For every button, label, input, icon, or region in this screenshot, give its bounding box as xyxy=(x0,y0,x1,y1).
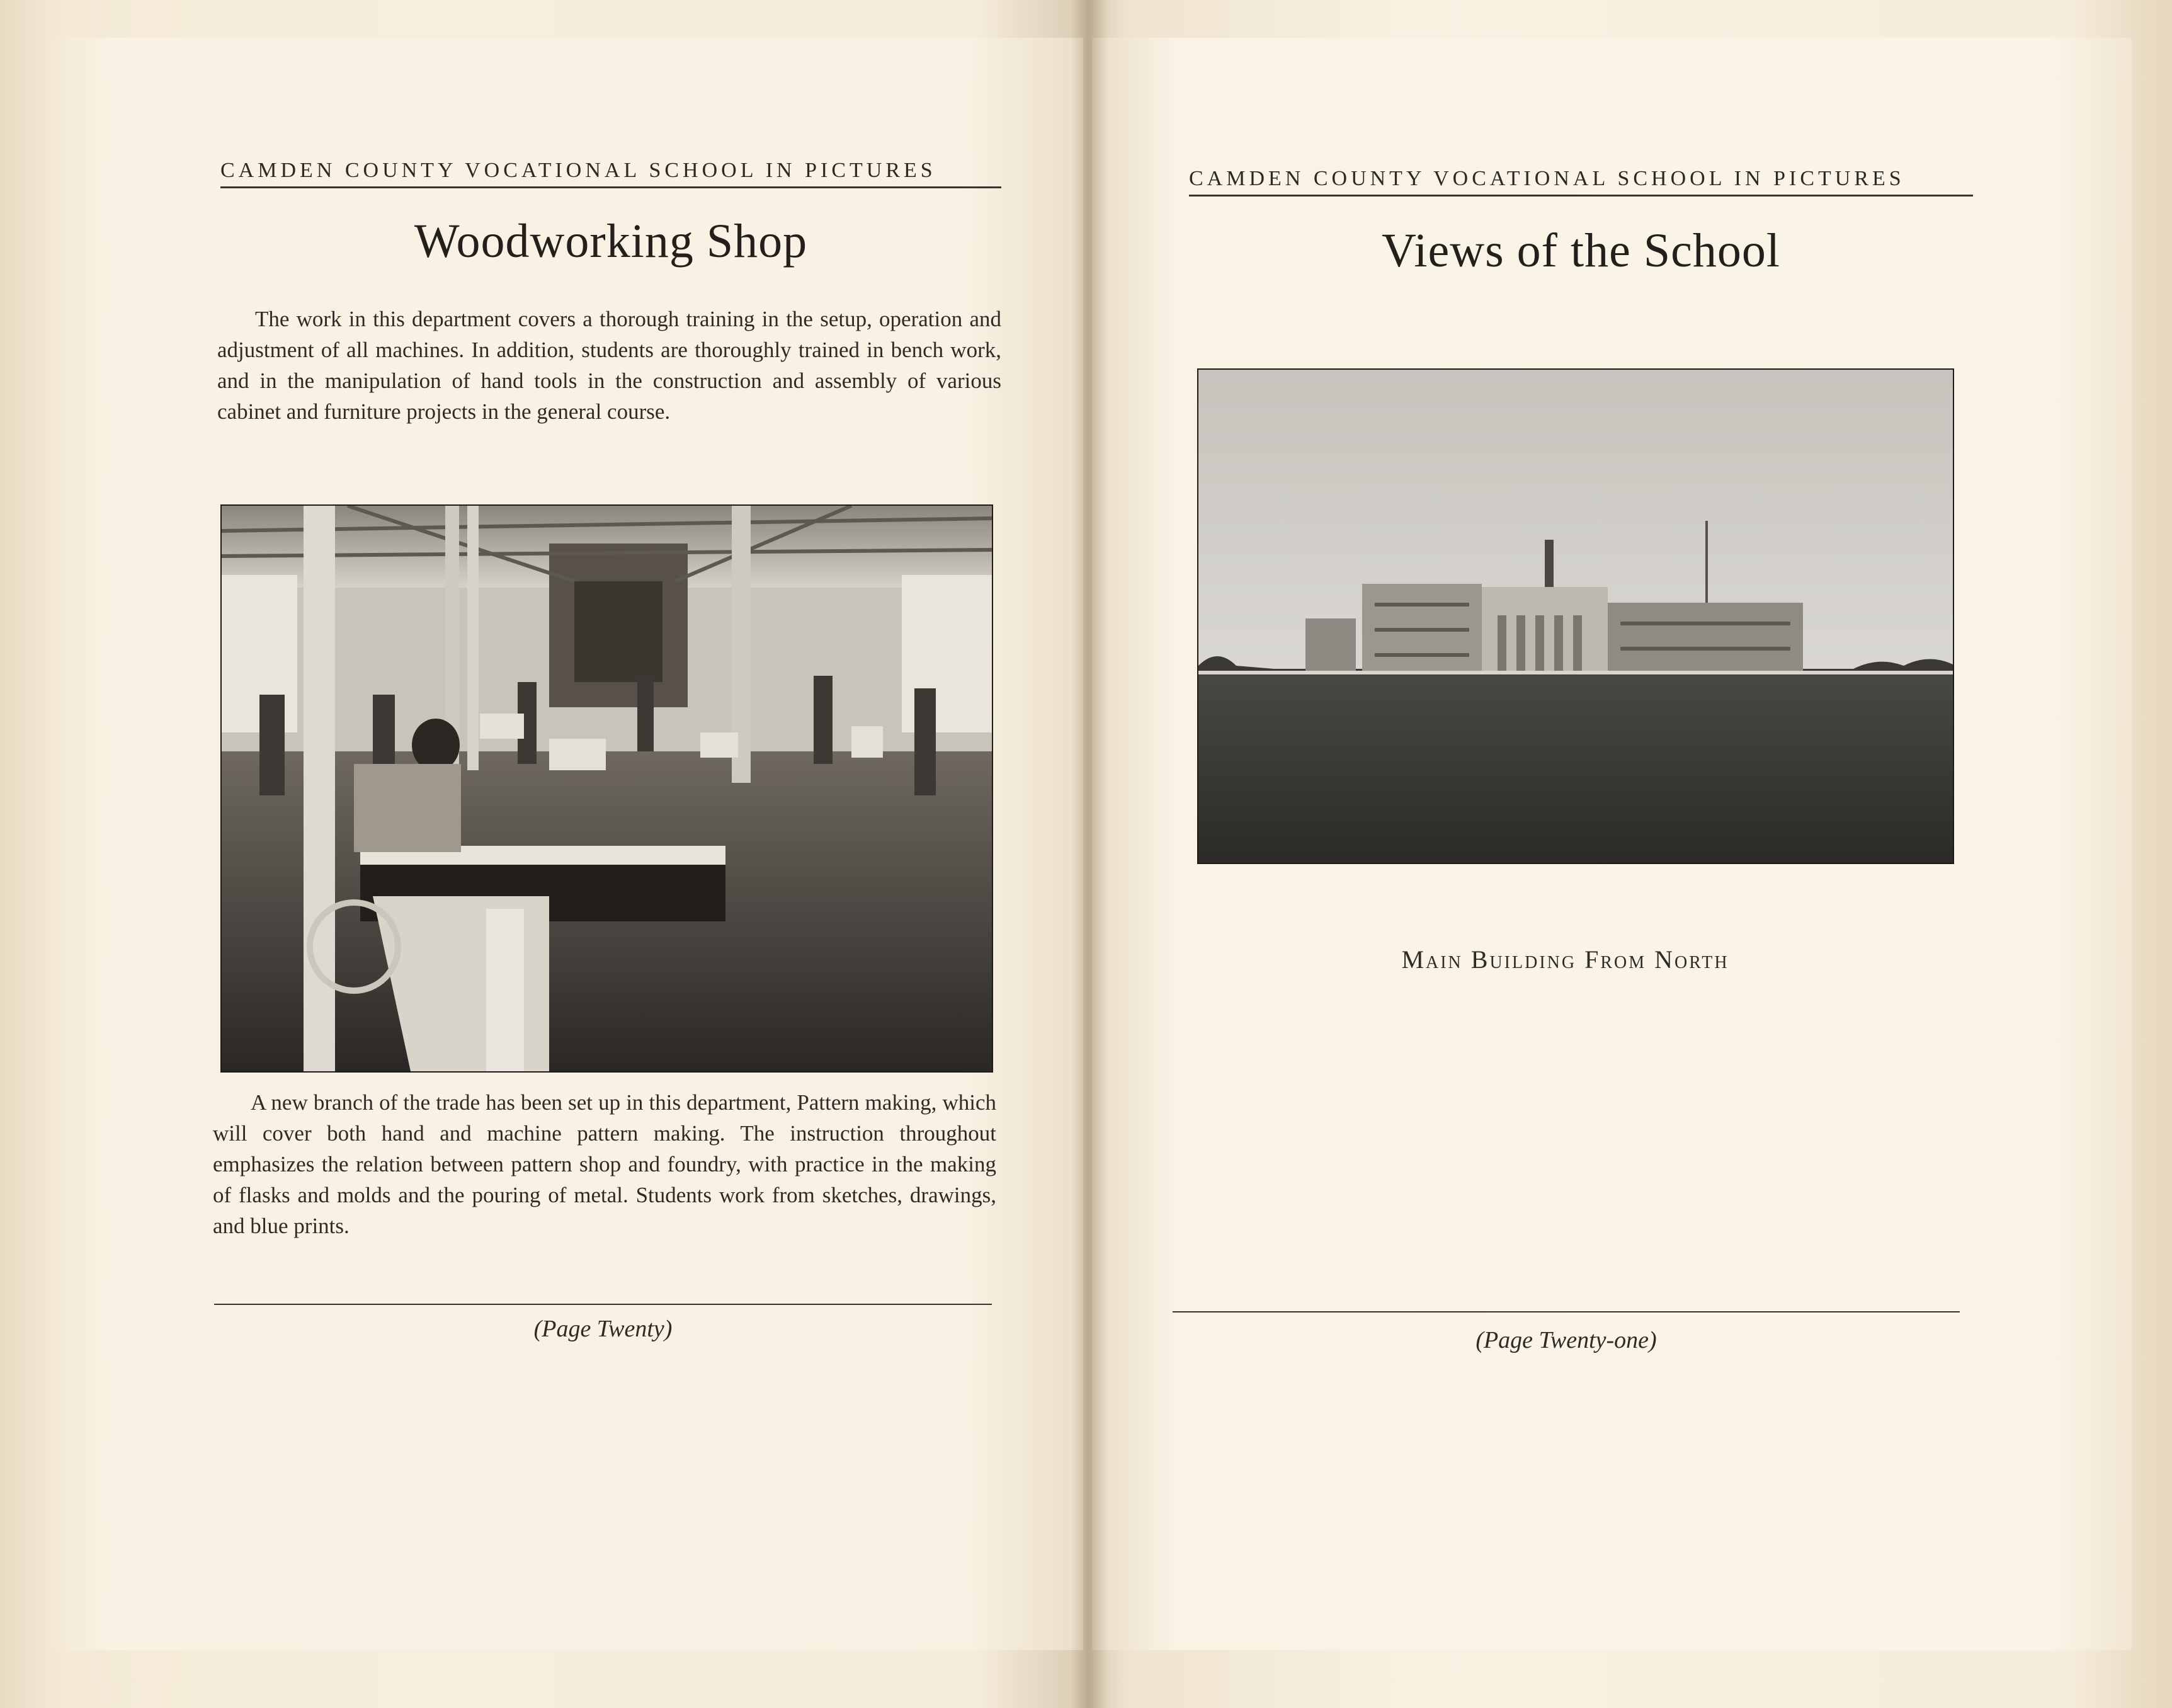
photo-caption: Main Building From North xyxy=(1401,945,1729,974)
right-page-number: (Page Twenty-one) xyxy=(1475,1327,1657,1353)
left-page-number: (Page Twenty) xyxy=(533,1316,673,1342)
main-building-photo xyxy=(1198,370,1953,863)
right-running-header: CAMDEN COUNTY VOCATIONAL SCHOOL IN PICTURES xyxy=(1189,167,1973,196)
right-page-title: Views of the School xyxy=(1382,224,1780,277)
pattern-making-paragraph xyxy=(213,1087,996,1241)
woodworking-shop-photo xyxy=(222,506,992,1071)
book-gutter xyxy=(1071,0,1108,1708)
left-page-title: Woodworking Shop xyxy=(414,215,808,268)
left-running-header: CAMDEN COUNTY VOCATIONAL SCHOOL IN PICTURES xyxy=(220,159,1001,188)
woodworking-intro-text: The work in this department covers a thorough training in the setup, operation and adjustment of all machines. In addition, students are thoroughly trained in bench work, and in the manipulation of hand tools in the construction and assembly of various cabinet and furniture projects in the general course. xyxy=(217,307,1001,424)
left-footer-rule xyxy=(214,1304,992,1305)
right-footer-rule xyxy=(1173,1311,1960,1312)
pattern-making-text: A new branch of the trade has been set up in this department, Pattern making, which will cover both hand and machine pattern making. The instruction throughout emphasizes the relation between pattern shop and foundry, with practice in the making of flasks and molds and the pouring of metal. Students work from sketches, drawings, and blue prints. xyxy=(213,1090,996,1238)
woodworking-intro-paragraph xyxy=(217,304,1001,427)
